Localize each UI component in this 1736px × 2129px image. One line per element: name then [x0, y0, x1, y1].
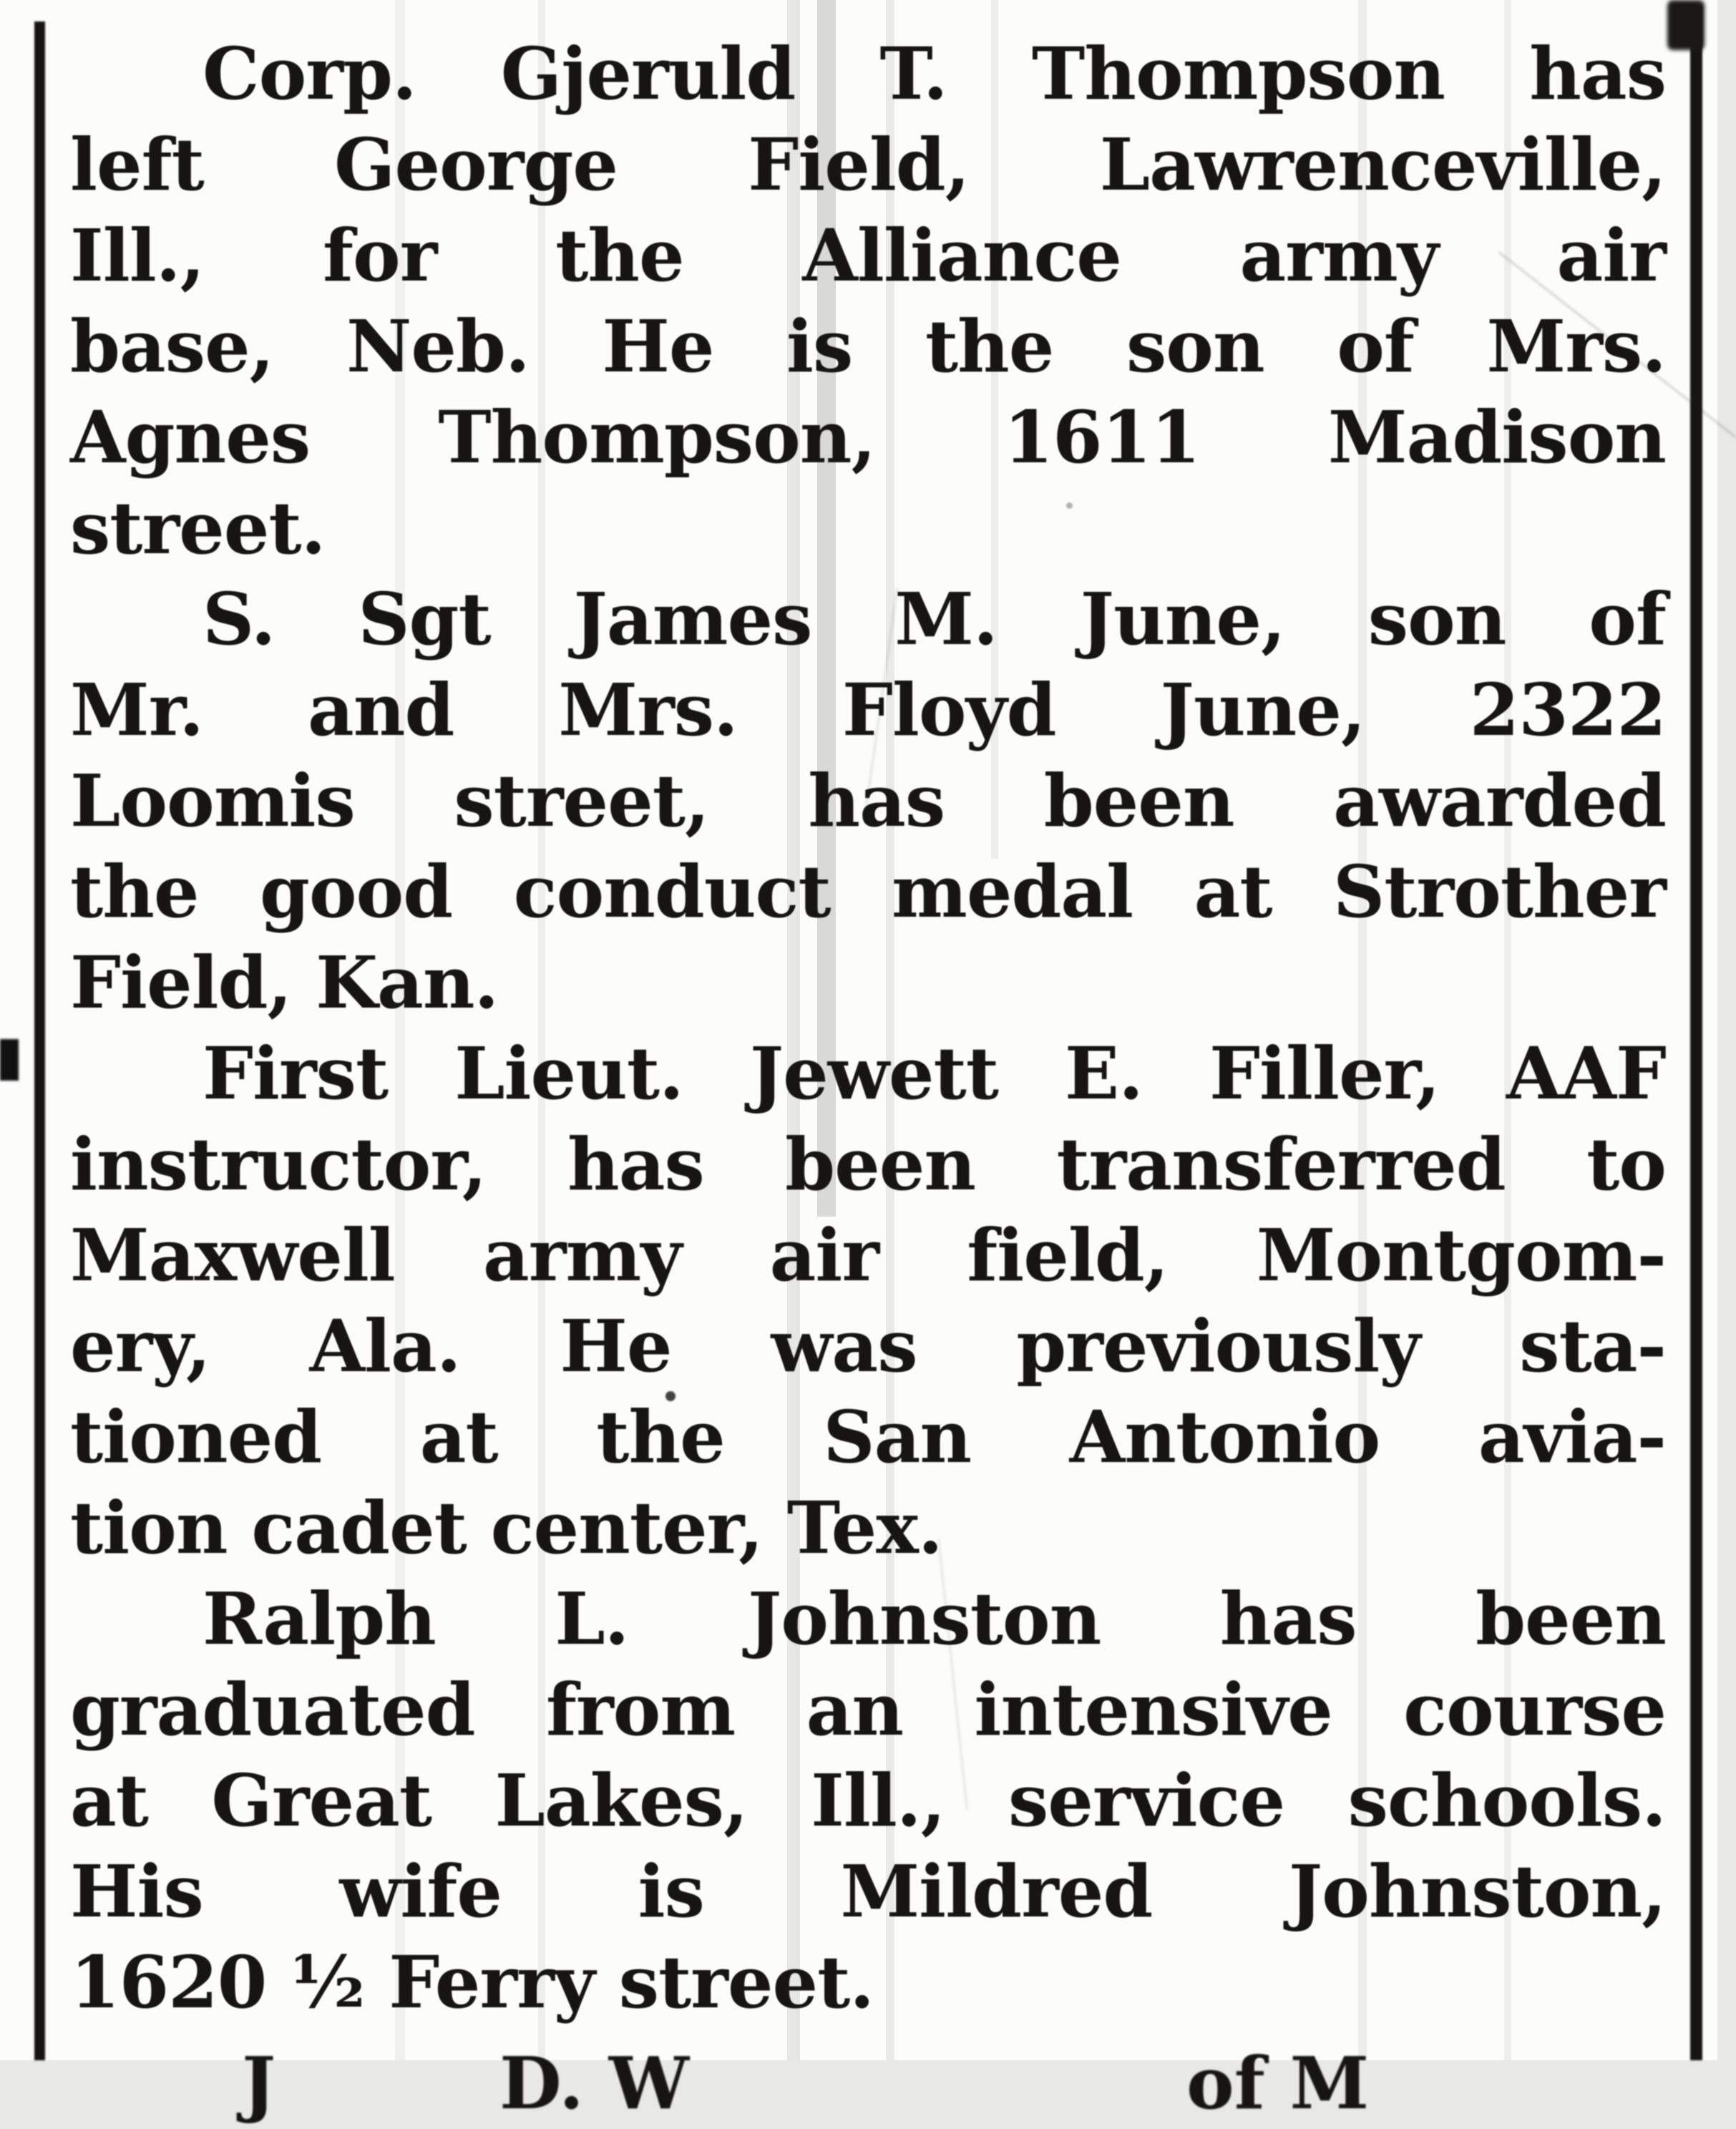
text-line: tioned at the San Antonio avia-: [70, 1395, 1666, 1479]
text-line: the good conduct medal at Strother: [70, 849, 1666, 934]
text-line: Mr. and Mrs. Floyd June, 2322: [70, 668, 1666, 752]
text-line: Corp. Gjeruld T. Thompson has: [203, 31, 1666, 116]
text-line: Maxwell army air field, Montgom-: [70, 1213, 1666, 1297]
text-line: tion cadet center, Tex.: [70, 1486, 942, 1570]
ink-blob: [1667, 0, 1705, 50]
text-line: ery, Ala. He was previously sta-: [70, 1304, 1666, 1388]
cutoff-fragment: of M: [1186, 2041, 1370, 2125]
text-line: graduated from an intensive course: [70, 1667, 1666, 1752]
text-line: First Lieut. Jewett E. Filler, AAF: [203, 1031, 1666, 1116]
left-column-rule: [34, 21, 45, 2060]
text-line: instructor, has been transferred to: [70, 1122, 1666, 1207]
text-line: base, Neb. He is the son of Mrs.: [70, 304, 1666, 389]
text-line: left George Field, Lawrenceville,: [70, 122, 1666, 207]
text-line: Ralph L. Johnston has been: [203, 1577, 1666, 1661]
text-line: Loomis street, has been awarded: [70, 759, 1666, 843]
cutoff-fragment: J: [242, 2041, 276, 2125]
text-line: His wife is Mildred Johnston,: [70, 1849, 1666, 1934]
text-line: 1620 ½ Ferry street.: [70, 1940, 874, 2025]
text-line: Agnes Thompson, 1611 Madison: [70, 395, 1666, 479]
text-line: Ill., for the Alliance army air: [70, 213, 1666, 298]
text-line: at Great Lakes, Ill., service schools.: [70, 1758, 1666, 1843]
cutoff-text-line: [70, 2030, 1666, 2125]
article-text-column: [70, 29, 1666, 2028]
text-line: S. Sgt James M. June, son of: [203, 577, 1666, 661]
text-line: Field, Kan.: [70, 940, 499, 1025]
margin-mark: [0, 1039, 19, 1081]
cutoff-fragment: D. W: [499, 2041, 690, 2125]
right-column-rule: [1690, 6, 1702, 2060]
text-line: street.: [70, 486, 326, 570]
